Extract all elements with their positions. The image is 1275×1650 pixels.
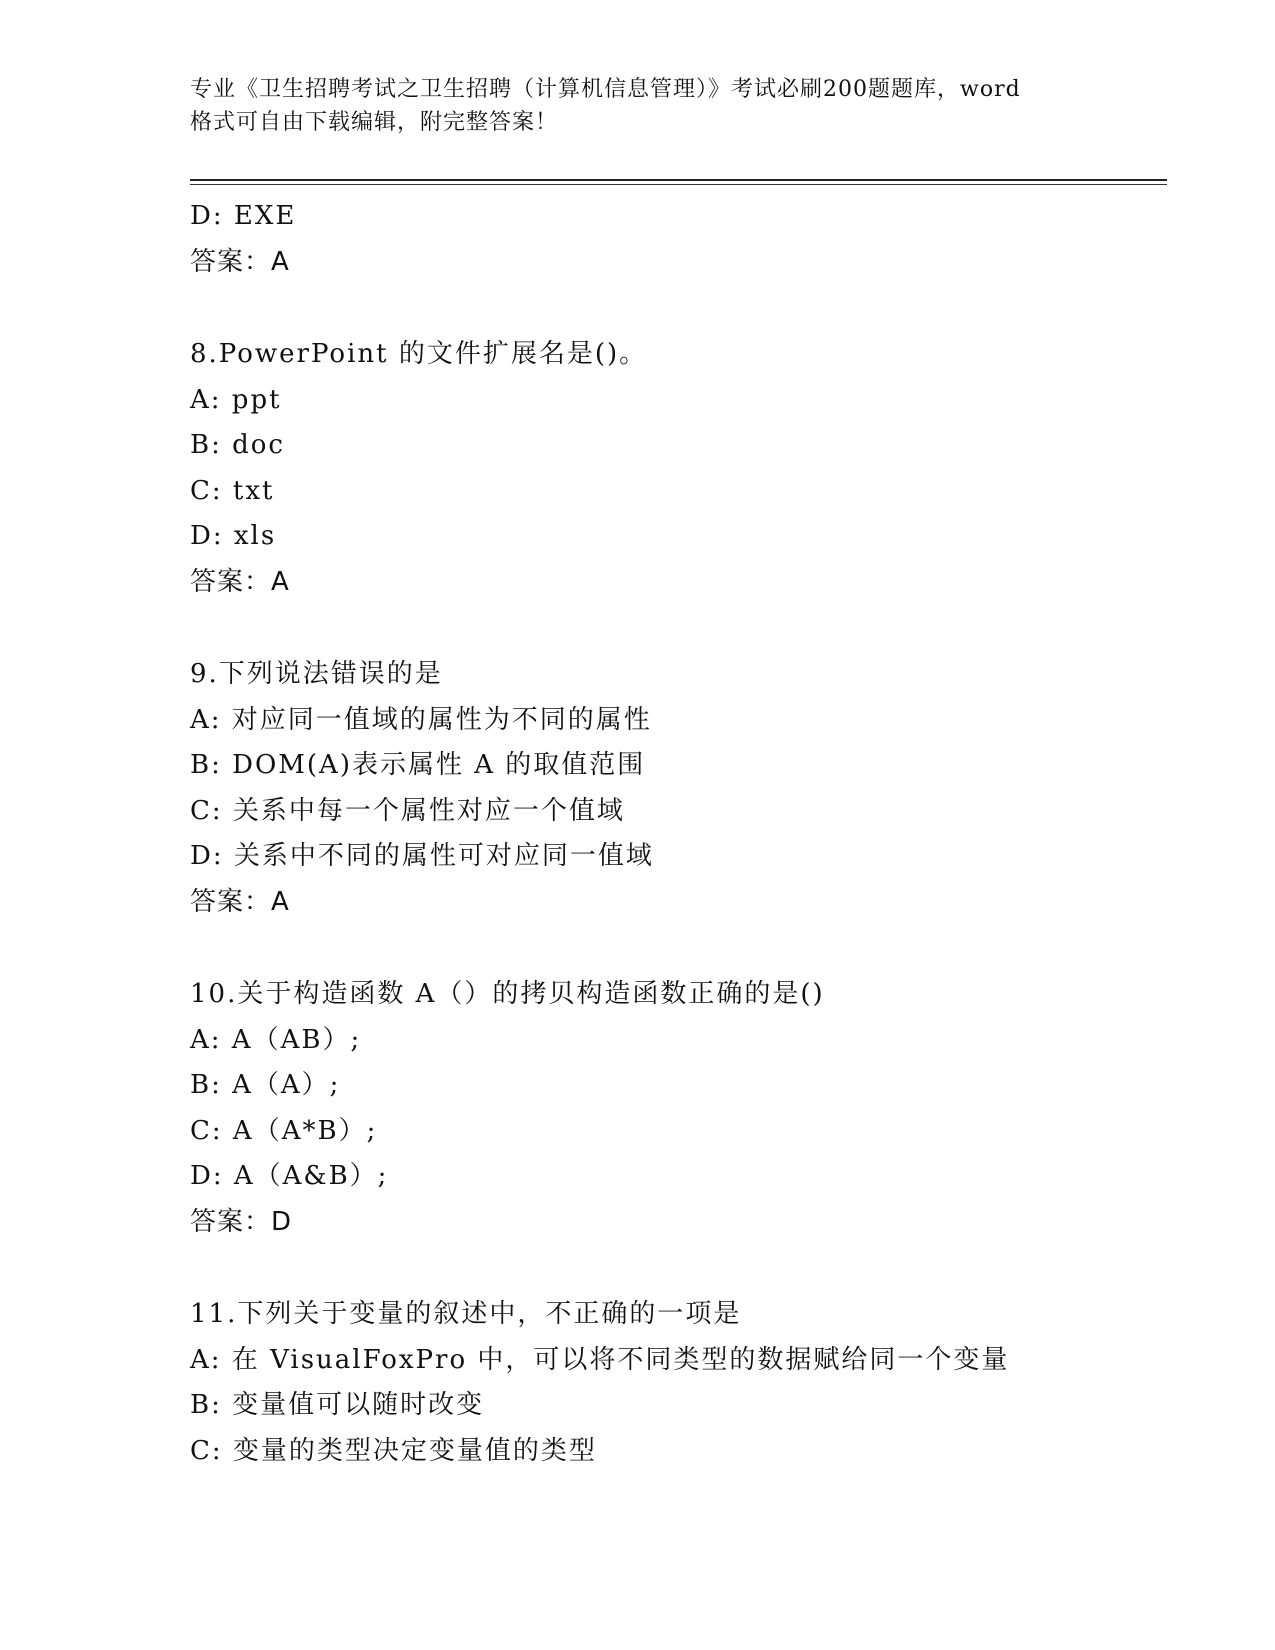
option-b: B: 变量值可以随时改变 [190, 1390, 485, 1420]
option-b: B: A（A）; [190, 1070, 341, 1100]
option-c: C: 变量的类型决定变量值的类型 [190, 1435, 597, 1466]
header-divider-thick [190, 179, 1167, 181]
option-a: A: 在 VisualFoxPro 中，可以将不同类型的数据赋给同一个变量 [190, 1344, 1010, 1375]
answer-line: 答案：A [190, 566, 290, 597]
option-b: B: doc [190, 430, 285, 460]
question-9 [190, 652, 1167, 925]
question-text: 11.下列关于变量的叙述中，不正确的一项是 [190, 1299, 742, 1329]
option-c: C: 关系中每一个属性对应一个值域 [190, 795, 625, 826]
option-d: D: EXE [190, 201, 297, 231]
question-7 [190, 194, 1167, 285]
question-gap [190, 925, 1167, 972]
option-a: A: 对应同一值域的属性为不同的属性 [190, 704, 652, 735]
question-gap [190, 605, 1167, 652]
answer-line: 答案：D [190, 1206, 293, 1237]
question-gap [190, 285, 1167, 332]
question-list [190, 194, 1167, 1474]
header-divider-thin [190, 184, 1167, 185]
question-10 [190, 972, 1167, 1245]
header-title-line-1: 专业《卫生招聘考试之卫生招聘（计算机信息管理）》考试必刷200题题库，word [190, 77, 1021, 102]
question-11 [190, 1292, 1167, 1474]
option-a: A: ppt [190, 384, 282, 415]
question-gap [190, 1245, 1167, 1292]
question-text: 10.关于构造函数 A（）的拷贝构造函数正确的是() [190, 979, 825, 1009]
question-text: 9.下列说法错误的是 [190, 659, 443, 689]
option-a: A: A（AB）; [190, 1024, 362, 1055]
option-d: D: 关系中不同的属性可对应同一值域 [190, 841, 654, 871]
option-c: C: txt [190, 475, 275, 506]
option-d: D: xls [190, 521, 277, 551]
header-title-line-2: 格式可自由下载编辑，附完整答案！ [190, 110, 559, 135]
option-b: B: DOM(A)表示属性 A 的取值范围 [190, 750, 646, 780]
answer-line: 答案：A [190, 246, 290, 277]
option-d: D: A（A&B）; [190, 1161, 389, 1191]
question-text: 8.PowerPoint 的文件扩展名是()。 [190, 339, 648, 369]
question-8 [190, 332, 1167, 605]
option-c: C: A（A*B）; [190, 1115, 378, 1146]
answer-line: 答案：A [190, 886, 290, 917]
document-header [190, 73, 1090, 139]
